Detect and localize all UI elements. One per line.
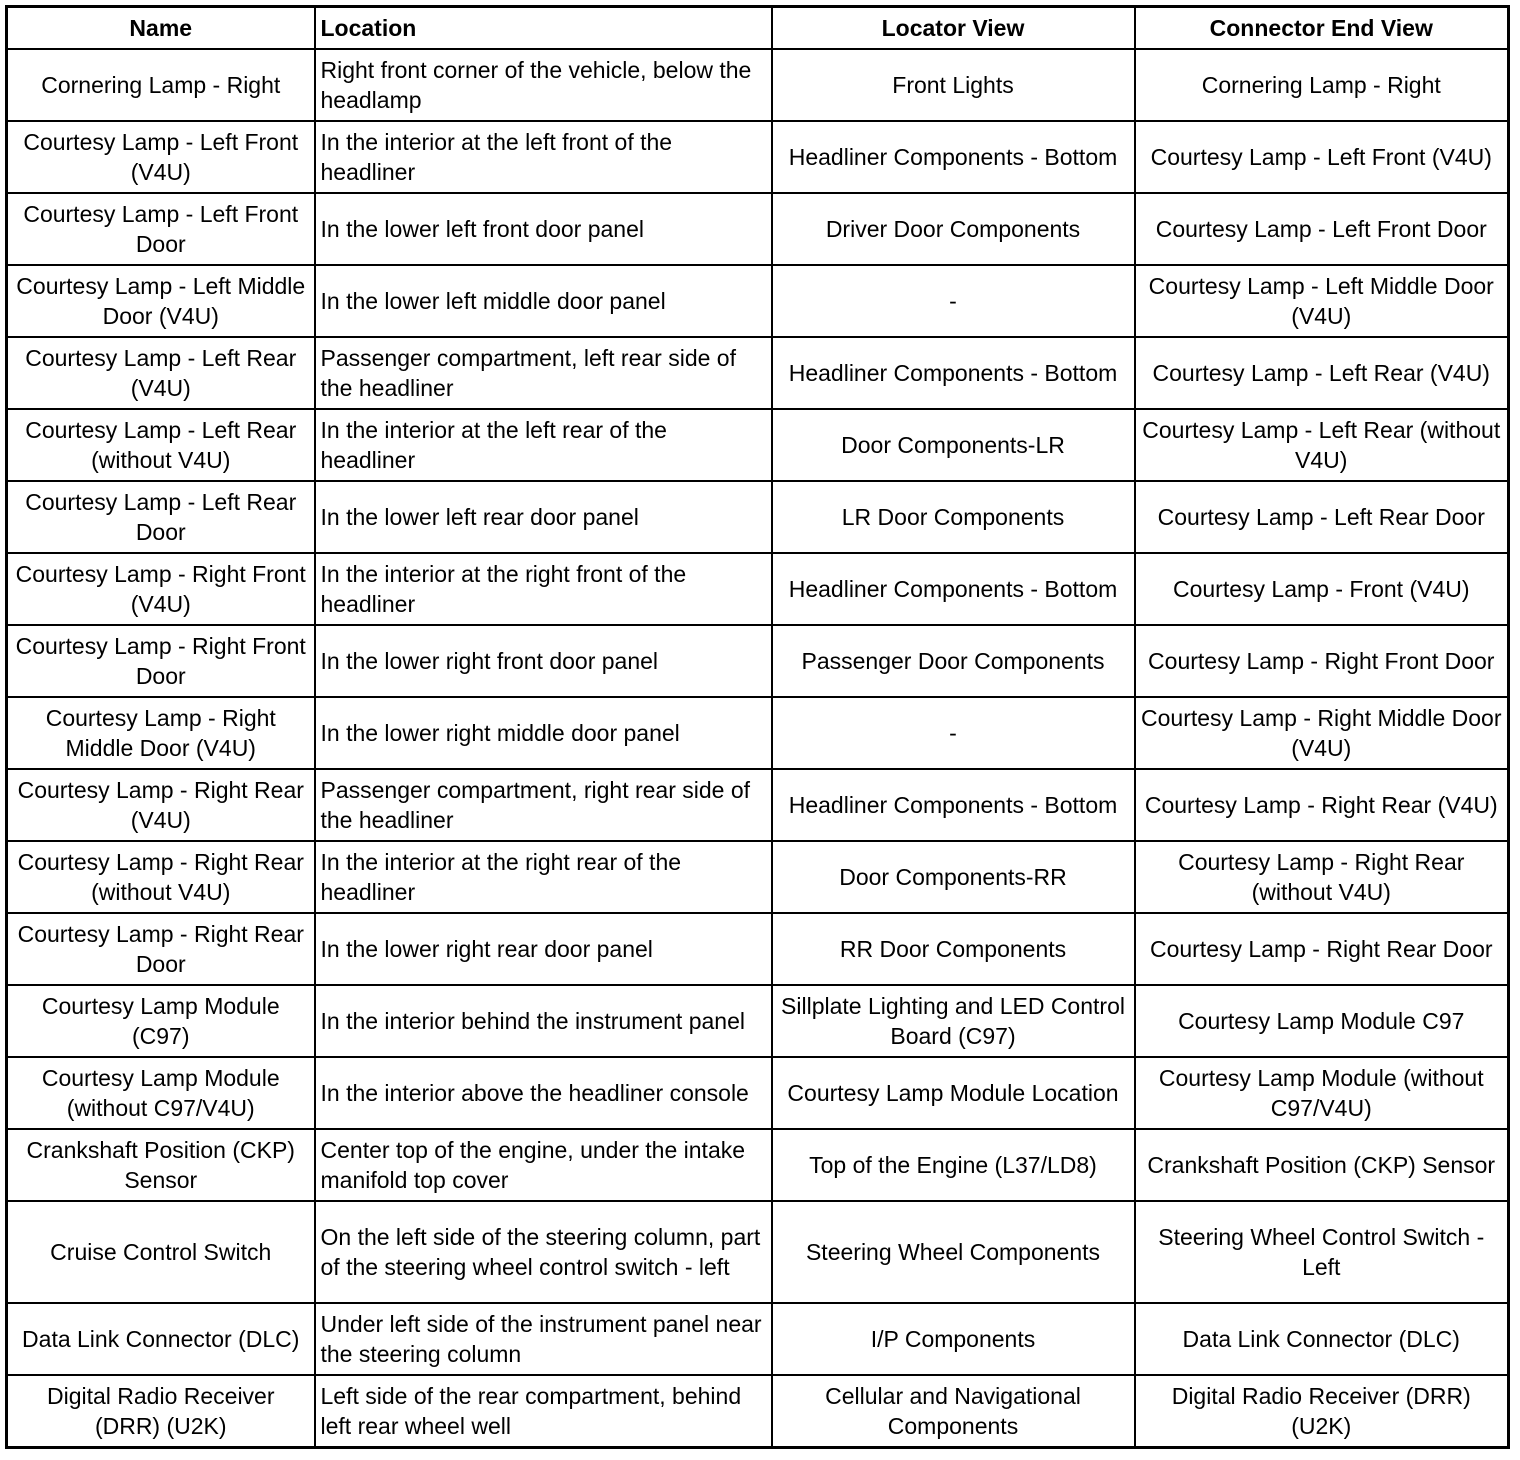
cell-locator-view: Headliner Components - Bottom <box>772 337 1135 409</box>
cell-location: Center top of the engine, under the intake manifold top cover <box>315 1129 772 1201</box>
header-name: Name <box>7 7 315 50</box>
cell-locator-view: Passenger Door Components <box>772 625 1135 697</box>
header-connector-end-view: Connector End View <box>1135 7 1509 50</box>
cell-locator-view: - <box>772 265 1135 337</box>
table-row <box>7 481 1509 553</box>
cell-connector-end-view: Courtesy Lamp - Right Rear (without V4U) <box>1135 841 1509 913</box>
cell-name: Courtesy Lamp - Left Rear Door <box>7 481 315 553</box>
cell-locator-view: I/P Components <box>772 1303 1135 1375</box>
cell-name: Courtesy Lamp - Right Middle Door (V4U) <box>7 697 315 769</box>
header-row <box>7 7 1509 50</box>
cell-name: Courtesy Lamp - Left Rear (V4U) <box>7 337 315 409</box>
cell-locator-view: Headliner Components - Bottom <box>772 769 1135 841</box>
cell-location: On the left side of the steering column, part of the steering wheel control switch - left <box>315 1201 772 1303</box>
cell-connector-end-view: Crankshaft Position (CKP) Sensor <box>1135 1129 1509 1201</box>
table-row <box>7 985 1509 1057</box>
cell-name: Crankshaft Position (CKP) Sensor <box>7 1129 315 1201</box>
cell-locator-view: Driver Door Components <box>772 193 1135 265</box>
cell-connector-end-view: Courtesy Lamp - Right Rear Door <box>1135 913 1509 985</box>
cell-location: In the lower left middle door panel <box>315 265 772 337</box>
cell-location: In the interior at the right front of the headliner <box>315 553 772 625</box>
cell-connector-end-view: Courtesy Lamp - Left Middle Door (V4U) <box>1135 265 1509 337</box>
table-row <box>7 337 1509 409</box>
table-row <box>7 625 1509 697</box>
cell-name: Data Link Connector (DLC) <box>7 1303 315 1375</box>
cell-locator-view: Courtesy Lamp Module Location <box>772 1057 1135 1129</box>
cell-locator-view: Headliner Components - Bottom <box>772 121 1135 193</box>
table-row <box>7 1201 1509 1303</box>
table-row <box>7 1129 1509 1201</box>
table-row <box>7 553 1509 625</box>
header-locator-view: Locator View <box>772 7 1135 50</box>
header-location: Location <box>315 7 772 50</box>
cell-name: Courtesy Lamp - Right Rear (V4U) <box>7 769 315 841</box>
table-row <box>7 1303 1509 1375</box>
component-locator-table <box>5 5 1510 1449</box>
cell-location: In the lower left rear door panel <box>315 481 772 553</box>
cell-name: Courtesy Lamp - Left Rear (without V4U) <box>7 409 315 481</box>
cell-locator-view: Cellular and Navigational Components <box>772 1375 1135 1447</box>
cell-location: In the lower right middle door panel <box>315 697 772 769</box>
cell-connector-end-view: Courtesy Lamp - Left Rear Door <box>1135 481 1509 553</box>
table-row <box>7 265 1509 337</box>
cell-name: Courtesy Lamp Module (without C97/V4U) <box>7 1057 315 1129</box>
table-row <box>7 49 1509 121</box>
cell-location: In the lower left front door panel <box>315 193 772 265</box>
table-row <box>7 913 1509 985</box>
table-row <box>7 1375 1509 1447</box>
cell-locator-view: Door Components-LR <box>772 409 1135 481</box>
table-row <box>7 1057 1509 1129</box>
cell-locator-view: RR Door Components <box>772 913 1135 985</box>
cell-connector-end-view: Courtesy Lamp - Left Front (V4U) <box>1135 121 1509 193</box>
table-container <box>5 5 1510 1449</box>
table-header <box>7 7 1509 50</box>
cell-locator-view: Door Components-RR <box>772 841 1135 913</box>
cell-location: Passenger compartment, left rear side of the headliner <box>315 337 772 409</box>
cell-location: In the interior at the left rear of the headliner <box>315 409 772 481</box>
cell-name: Courtesy Lamp - Right Rear (without V4U) <box>7 841 315 913</box>
cell-location: In the lower right front door panel <box>315 625 772 697</box>
cell-connector-end-view: Courtesy Lamp Module C97 <box>1135 985 1509 1057</box>
cell-connector-end-view: Courtesy Lamp - Left Rear (V4U) <box>1135 337 1509 409</box>
cell-connector-end-view: Courtesy Lamp - Right Front Door <box>1135 625 1509 697</box>
cell-connector-end-view: Data Link Connector (DLC) <box>1135 1303 1509 1375</box>
cell-name: Courtesy Lamp - Left Front (V4U) <box>7 121 315 193</box>
cell-location: In the interior at the left front of the headliner <box>315 121 772 193</box>
cell-name: Digital Radio Receiver (DRR) (U2K) <box>7 1375 315 1447</box>
cell-name: Cornering Lamp - Right <box>7 49 315 121</box>
cell-location: In the lower right rear door panel <box>315 913 772 985</box>
cell-location: In the interior at the right rear of the headliner <box>315 841 772 913</box>
cell-name: Courtesy Lamp - Right Rear Door <box>7 913 315 985</box>
table-row <box>7 193 1509 265</box>
cell-location: In the interior behind the instrument panel <box>315 985 772 1057</box>
table-row <box>7 409 1509 481</box>
cell-connector-end-view: Cornering Lamp - Right <box>1135 49 1509 121</box>
cell-connector-end-view: Courtesy Lamp - Right Rear (V4U) <box>1135 769 1509 841</box>
cell-location: Passenger compartment, right rear side of the headliner <box>315 769 772 841</box>
table-row <box>7 697 1509 769</box>
cell-connector-end-view: Courtesy Lamp - Front (V4U) <box>1135 553 1509 625</box>
cell-locator-view: LR Door Components <box>772 481 1135 553</box>
cell-locator-view: Steering Wheel Components <box>772 1201 1135 1303</box>
cell-name: Courtesy Lamp - Right Front Door <box>7 625 315 697</box>
cell-name: Courtesy Lamp - Right Front (V4U) <box>7 553 315 625</box>
cell-connector-end-view: Steering Wheel Control Switch - Left <box>1135 1201 1509 1303</box>
table-row <box>7 769 1509 841</box>
cell-connector-end-view: Courtesy Lamp - Left Rear (without V4U) <box>1135 409 1509 481</box>
cell-locator-view: Front Lights <box>772 49 1135 121</box>
cell-connector-end-view: Digital Radio Receiver (DRR) (U2K) <box>1135 1375 1509 1447</box>
cell-locator-view: - <box>772 697 1135 769</box>
table-body <box>7 49 1509 1447</box>
cell-locator-view: Headliner Components - Bottom <box>772 553 1135 625</box>
cell-name: Courtesy Lamp Module (C97) <box>7 985 315 1057</box>
cell-name: Cruise Control Switch <box>7 1201 315 1303</box>
table-row <box>7 841 1509 913</box>
cell-connector-end-view: Courtesy Lamp - Left Front Door <box>1135 193 1509 265</box>
cell-locator-view: Sillplate Lighting and LED Control Board (C97) <box>772 985 1135 1057</box>
cell-location: Under left side of the instrument panel near the steering column <box>315 1303 772 1375</box>
cell-location: Left side of the rear compartment, behind left rear wheel well <box>315 1375 772 1447</box>
cell-location: Right front corner of the vehicle, below the headlamp <box>315 49 772 121</box>
cell-name: Courtesy Lamp - Left Front Door <box>7 193 315 265</box>
cell-name: Courtesy Lamp - Left Middle Door (V4U) <box>7 265 315 337</box>
table-row <box>7 121 1509 193</box>
cell-location: In the interior above the headliner console <box>315 1057 772 1129</box>
cell-connector-end-view: Courtesy Lamp Module (without C97/V4U) <box>1135 1057 1509 1129</box>
cell-connector-end-view: Courtesy Lamp - Right Middle Door (V4U) <box>1135 697 1509 769</box>
cell-locator-view: Top of the Engine (L37/LD8) <box>772 1129 1135 1201</box>
